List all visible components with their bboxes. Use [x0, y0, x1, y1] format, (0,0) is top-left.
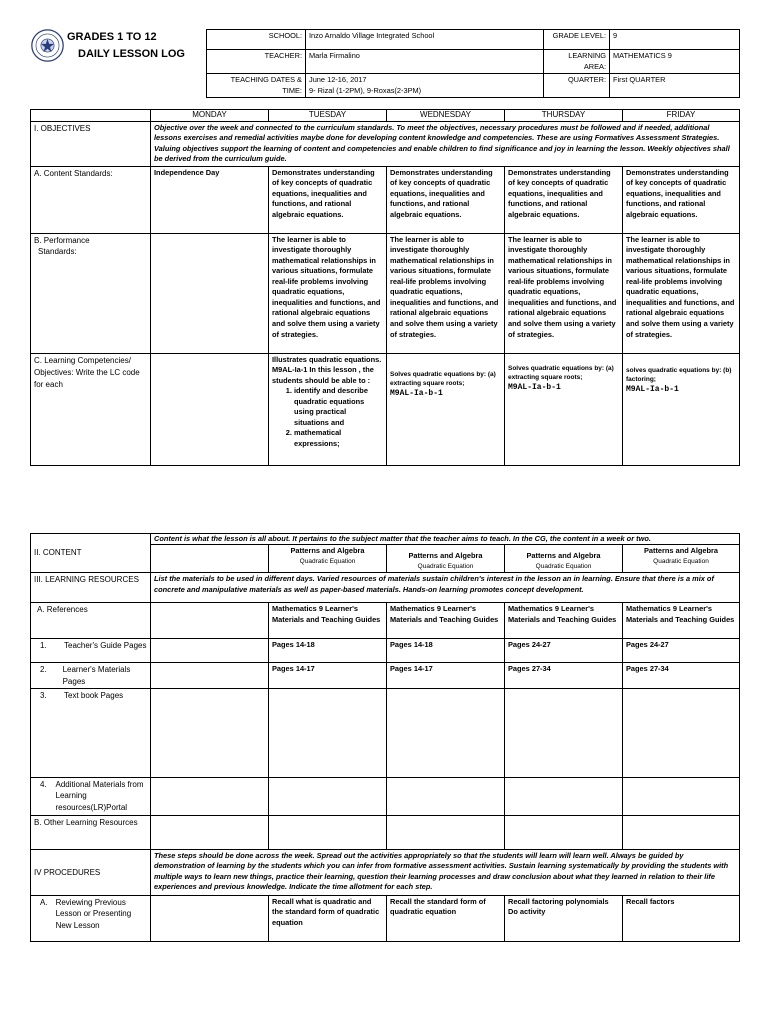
content-note: Content is what the lesson is all about. It pertains to the subject matter that the teacher aims to teach. In the CG, the content in a week or two.	[151, 534, 740, 545]
school-value: Inzo Arnaldo Village Integrated School	[306, 30, 544, 50]
learners-materials-thursday: Pages 27-34	[505, 663, 623, 689]
competencies-friday: solves quadratic equations by: (b) factoring; M9AL-Ia-b-1	[623, 353, 740, 465]
performance-standards-monday	[151, 233, 269, 353]
procedures-text: These steps should be done across the week. Spread out the activities appropriately so that the students will learn will learn well. Always be guided by demonstration of learning by the students which you can infer from formative assessment activities. Sustain learning systematically by providing the students with multiple ways to learn new things, practice their learning, question their learning processes and draw conclusion about what they learned in relation to their life experiences and previous knowledge. Indicate the time allotment for each step.	[151, 849, 740, 895]
content-wednesday: Patterns and Algebra Quadratic Equation	[387, 545, 505, 573]
day-friday: FRIDAY	[623, 110, 740, 122]
content-standards-thursday: Demonstrates understanding of key concepts of quadratic equations, inequalities and functions, and rational algebraic equations.	[505, 166, 623, 233]
content-standards-label: A. Content Standards:	[31, 166, 151, 233]
content-thursday: Patterns and Algebra Quadratic Equation	[505, 545, 623, 573]
lesson-table-1	[30, 109, 740, 466]
performance-standards-label: B. Performance Standards:	[31, 233, 151, 353]
content-label: II. CONTENT	[31, 534, 151, 573]
reviewing-label: A. Reviewing Previous Lesson or Presenting New Lesson	[31, 895, 151, 941]
learners-materials-label: 2. Learner's Materials Pages	[31, 663, 151, 689]
other-resources-wednesday	[387, 815, 505, 849]
procedures-label: IV PROCEDURES	[31, 849, 151, 895]
reviewing-wednesday: Recall the standard form of quadratic equation	[387, 895, 505, 941]
textbook-tuesday	[269, 688, 387, 777]
competencies-monday	[151, 353, 269, 465]
learners-materials-tuesday: Pages 14-17	[269, 663, 387, 689]
day-thursday: THURSDAY	[505, 110, 623, 122]
content-friday: Patterns and Algebra Quadratic Equation	[623, 545, 740, 573]
performance-standards-thursday: The learner is able to investigate thoroughly mathematical relationships in various situations, formulate real-life problems involving quadratic equations, inequalities and functions, and rational algebraic equations and solve them using a variety of strategies.	[505, 233, 623, 353]
additional-materials-label: 4. Additional Materials from Learning resources(LR)Portal	[31, 777, 151, 815]
learners-materials-wednesday: Pages 14-17	[387, 663, 505, 689]
textbook-label: 3. Text book Pages	[31, 688, 151, 777]
quarter-value: First QUARTER	[610, 74, 740, 98]
other-resources-tuesday	[269, 815, 387, 849]
learning-area-label: LEARNING AREA:	[544, 50, 610, 74]
content-standards-monday: Independence Day	[151, 166, 269, 233]
reviewing-thursday: Recall factoring polynomials Do activity	[505, 895, 623, 941]
teacher-value: Marla Firmalino	[306, 50, 544, 74]
objectives-label: I. OBJECTIVES	[31, 121, 151, 166]
objectives-text: Objective over the week and connected to the curriculum standards. To meet the objectives, necessary procedures must be followed and if needed, additional lessons exercises and remedial activities maybe done for developing content knowledge and competencies. These are using Formatives Assessment Strategies. Valuing objectives support the learning of content and competencies and enable children to find significance and joy in learning the lesson. Weekly objectives shall be derived from the curriculum guide.	[151, 121, 740, 166]
title-line-2: DAILY LESSON LOG	[78, 48, 185, 60]
textbook-wednesday	[387, 688, 505, 777]
teachers-guide-friday: Pages 24-27	[623, 639, 740, 663]
learning-resources-label: III. LEARNING RESOURCES	[31, 573, 151, 603]
textbook-monday	[151, 688, 269, 777]
additional-monday	[151, 777, 269, 815]
day-wednesday: WEDNESDAY	[387, 110, 505, 122]
content-standards-friday: Demonstrates understanding of key concepts of quadratic equations, inequalities and functions, and rational algebraic equations.	[623, 166, 740, 233]
teacher-label: TEACHER:	[207, 50, 306, 74]
additional-thursday	[505, 777, 623, 815]
content-standards-tuesday: Demonstrates understanding of key concepts of quadratic equations, inequalities and functions, and rational algebraic equations.	[269, 166, 387, 233]
learners-materials-monday	[151, 663, 269, 689]
lesson-table-2	[30, 533, 740, 942]
teachers-guide-monday	[151, 639, 269, 663]
textbook-friday	[623, 688, 740, 777]
content-standards-wednesday: Demonstrates understanding of key concepts of quadratic equations, inequalities and functions, and rational algebraic equations.	[387, 166, 505, 233]
competencies-tuesday: Illustrates quadratic equations. M9AL-Ia-1 In this lesson , the students should be able to : 1. identify and describe quadratic equations using practical situations and 2. mathematical expressions;	[269, 353, 387, 465]
competencies-label: C. Learning Competencies/ Objectives: Write the LC code for each	[31, 353, 151, 465]
teachers-guide-wednesday: Pages 14-18	[387, 639, 505, 663]
reviewing-monday	[151, 895, 269, 941]
competencies-wednesday: Solves quadratic equations by: (a) extracting square roots; M9AL-Ia-b-1	[387, 353, 505, 465]
teaching-dates-label: TEACHING DATES & TIME:	[207, 74, 306, 98]
competencies-thursday: Solves quadratic equations by: (a) extracting square roots; M9AL-Ia-b-1	[505, 353, 623, 465]
teachers-guide-thursday: Pages 24-27	[505, 639, 623, 663]
teaching-dates-value: June 12-16, 2017 9- Rizal (1-2PM), 9-Roxas(2-3PM)	[306, 74, 544, 98]
quarter-label: QUARTER:	[544, 74, 610, 98]
reviewing-friday: Recall factors	[623, 895, 740, 941]
references-label: A. References	[31, 603, 151, 639]
teachers-guide-tuesday: Pages 14-18	[269, 639, 387, 663]
teachers-guide-label: 1. Teacher's Guide Pages	[31, 639, 151, 663]
other-resources-label: B. Other Learning Resources	[31, 815, 151, 849]
references-friday: Mathematics 9 Learner's Materials and Teaching Guides	[623, 603, 740, 639]
day-monday: MONDAY	[151, 110, 269, 122]
title-line-1: GRADES 1 TO 12	[67, 31, 157, 43]
learning-area-value: MATHEMATICS 9	[610, 50, 740, 74]
learning-resources-text: List the materials to be used in different days. Varied resources of materials sustain children's interest in the lesson an in learning. Ensure that there is a mix of concrete and manipulative materials as well as paper-based materials. Hands-on learning promotes concept development.	[151, 573, 740, 603]
additional-wednesday	[387, 777, 505, 815]
additional-tuesday	[269, 777, 387, 815]
content-tuesday: Patterns and Algebra Quadratic Equation	[269, 545, 387, 573]
performance-standards-wednesday: The learner is able to investigate thoroughly mathematical relationships in various situations, formulate real-life problems involving quadratic equations, inequalities and functions, and rational algebraic equations and solve them using a variety of strategies.	[387, 233, 505, 353]
additional-friday	[623, 777, 740, 815]
performance-standards-tuesday: The learner is able to investigate thoroughly mathematical relationships in various situations, formulate real-life problems involving quadratic equations, inequalities and functions, and rational algebraic equations and solve them using a variety of strategies.	[269, 233, 387, 353]
grade-level-value: 9	[610, 30, 740, 50]
day-tuesday: TUESDAY	[269, 110, 387, 122]
school-label: SCHOOL:	[207, 30, 306, 50]
references-tuesday: Mathematics 9 Learner's Materials and Teaching Guides	[269, 603, 387, 639]
performance-standards-friday: The learner is able to investigate thoroughly mathematical relationships in various situations, formulate real-life problems involving quadratic equations, inequalities and functions, and rational algebraic equations and solve them using a variety of strategies.	[623, 233, 740, 353]
textbook-thursday	[505, 688, 623, 777]
header-table	[206, 29, 740, 98]
content-monday	[151, 545, 269, 573]
references-wednesday: Mathematics 9 Learner's Materials and Teaching Guides	[387, 603, 505, 639]
reviewing-tuesday: Recall what is quadratic and the standard form of quadratic equation	[269, 895, 387, 941]
other-resources-thursday	[505, 815, 623, 849]
grade-level-label: GRADE LEVEL:	[544, 30, 610, 50]
deped-seal-icon	[31, 29, 64, 62]
learners-materials-friday: Pages 27-34	[623, 663, 740, 689]
references-monday	[151, 603, 269, 639]
other-resources-monday	[151, 815, 269, 849]
other-resources-friday	[623, 815, 740, 849]
references-thursday: Mathematics 9 Learner's Materials and Teaching Guides	[505, 603, 623, 639]
